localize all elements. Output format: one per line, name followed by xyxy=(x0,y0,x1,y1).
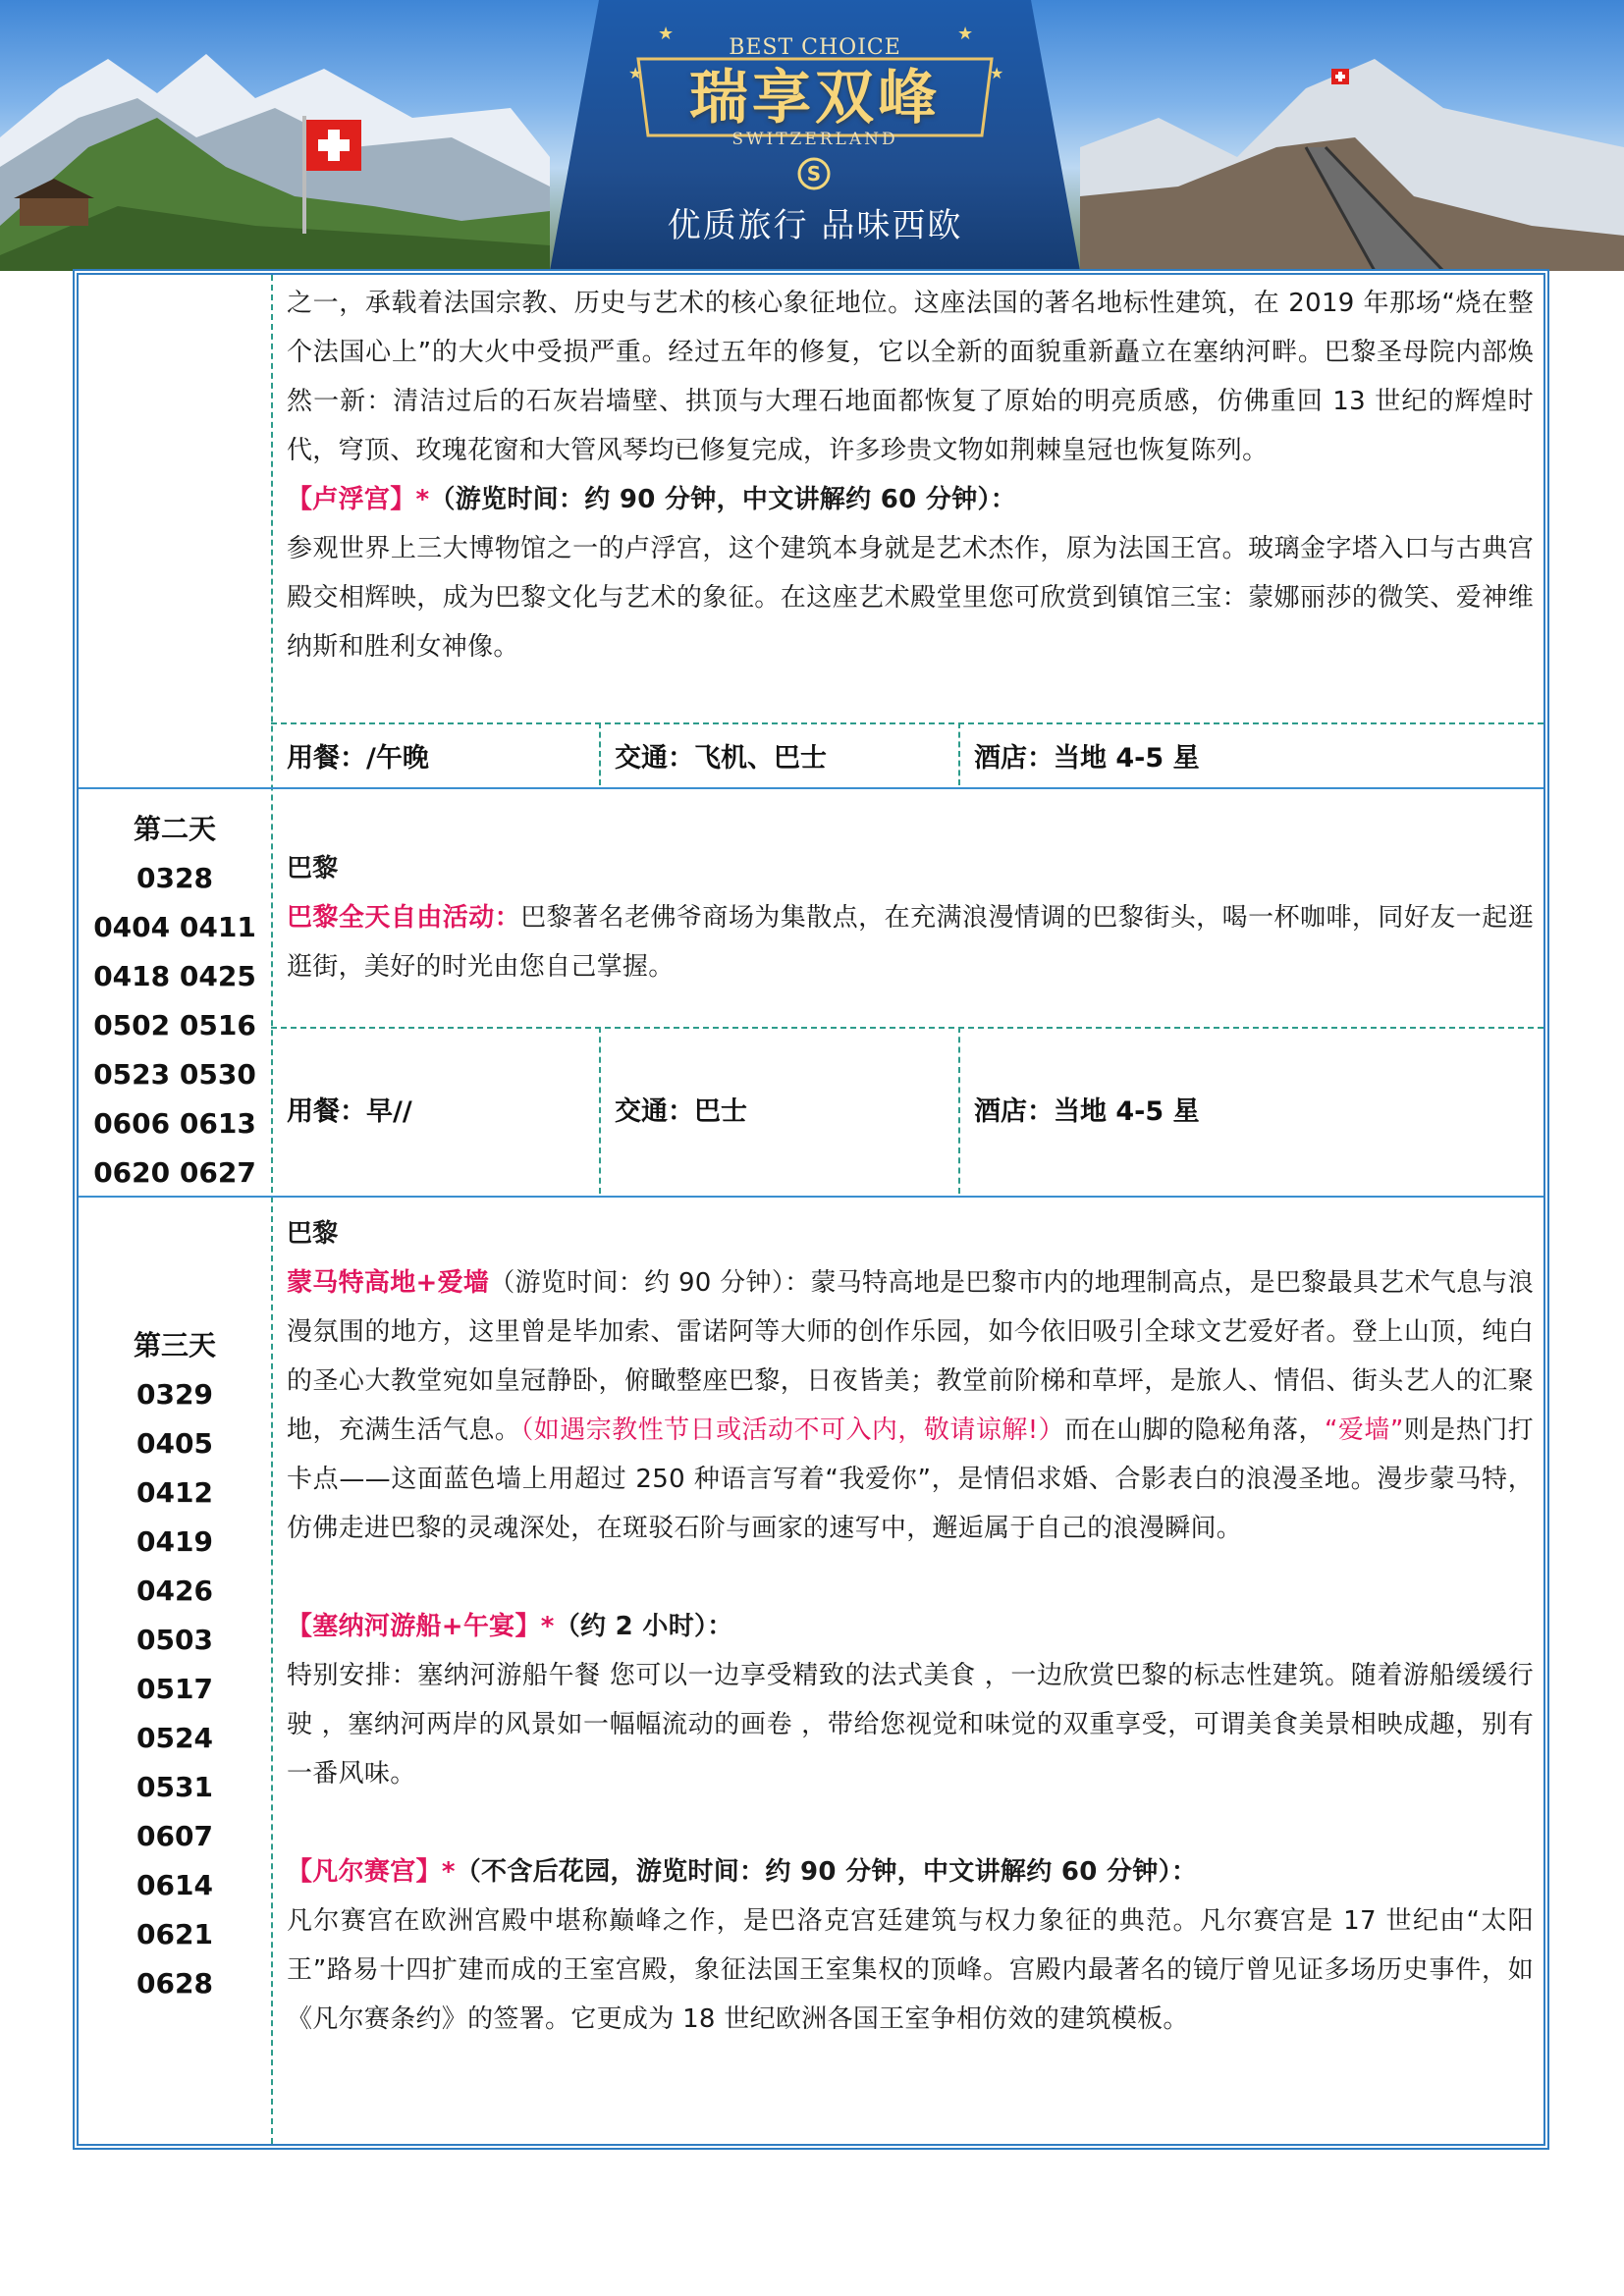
day2-date: 0523 0530 xyxy=(93,1058,256,1091)
day2-date: 0606 0613 xyxy=(93,1107,256,1140)
versailles-heading xyxy=(287,1847,1534,1896)
day2-date-column xyxy=(79,805,271,1198)
day2-date: 0502 0516 xyxy=(93,1009,256,1041)
versailles-time: （不含后花园，游览时间：约 90 分钟，中文讲解约 60 分钟）： xyxy=(455,1857,1198,1887)
day1-meal: 用餐：/午晚 xyxy=(287,743,429,774)
montmartre-note: （如遇宗教性节日或活动不可入内，敬请谅解!） xyxy=(520,1415,1065,1445)
info-divider xyxy=(599,1027,601,1194)
day3-date: 0628 xyxy=(136,1967,213,2000)
day2-content xyxy=(287,844,1534,991)
info-divider xyxy=(958,1027,960,1194)
day2-hotel: 酒店：当地 4-5 星 xyxy=(974,1096,1200,1127)
best-choice-label: BEST CHOICE xyxy=(729,35,901,60)
seine-time: （约 2 小时）： xyxy=(554,1612,733,1641)
seine-heading xyxy=(287,1602,1534,1651)
montmartre-text: （游览时间：约 90 分钟）：蒙马特高地是巴黎市内的地理制高点，是巴黎最具艺术气息与浪漫氛围的地方，这里曾是毕加索、雷诺阿等大师的创作乐园，如今依旧吸引全球文艺爱好者。登上山顶，纯白的圣心大教堂宛如皇冠静卧，俯瞰整座巴黎，日夜皆美；教堂前阶梯和草坪，是旅人、情侣、街头艺人的汇聚地，充满生活气息。 xyxy=(287,1268,1535,1445)
info-divider xyxy=(958,722,960,785)
day3-date: 0524 xyxy=(136,1722,213,1754)
day1-transport: 交通：飞机、巴士 xyxy=(615,743,827,774)
day2-date: 0620 0627 xyxy=(93,1156,256,1189)
louvre-time: （游览时间：约 90 分钟，中文讲解约 60 分钟）： xyxy=(429,485,1017,514)
seine-star: * xyxy=(540,1612,555,1641)
row-divider xyxy=(79,1196,1543,1198)
versailles-paragraph: 凡尔赛宫在欧洲宫殿中堪称巅峰之作，是巴洛克宫廷建筑与权力象征的典范。凡尔赛宫是 17 世纪由“太阳王”路易十四扩建而成的王室宫殿，象征法国王室集权的顶峰。宫殿内最著名的镜厅曾见证多场历史事件，如《凡尔赛条约》的签署。它更成为 18 世纪欧洲各国王室争相仿效的建筑模板。 xyxy=(287,1906,1534,2034)
montmartre-paragraph xyxy=(287,1258,1534,1553)
montmartre-title: 蒙马特高地+爱墙 xyxy=(287,1268,490,1298)
svg-text:★: ★ xyxy=(658,24,675,44)
day3-label: 第三天 xyxy=(133,1329,216,1362)
day3-date: 0329 xyxy=(136,1378,213,1411)
day2-label: 第二天 xyxy=(133,813,216,845)
montmartre-text: 而在山脚的隐秘角落， xyxy=(1064,1415,1325,1445)
header-banner xyxy=(0,0,1624,271)
day2-date: 0418 0425 xyxy=(93,960,256,992)
swiss-flag-icon xyxy=(306,120,361,171)
svg-text:★: ★ xyxy=(628,64,643,82)
flag-pole xyxy=(302,116,306,234)
day3-date: 0419 xyxy=(136,1525,213,1558)
notre-dame-paragraph: 之一，承载着法国宗教、历史与艺术的核心象征地位。这座法国的著名地标性建筑，在 2019 年那场“烧在整个法国心上”的大火中受损严重。经过五年的修复，它以全新的面貌重新矗立在塞纳河畔。巴黎圣母院内部焕然一新：清洁过后的石灰岩墙壁、拱顶与大理石地面都恢复了原始的明亮质感，仿佛重回 13 世纪的辉煌时代，穹顶、玫瑰花窗和大管风琴均已修复完成，许多珍贵文物如荆棘皇冠也恢复陈列。 xyxy=(287,289,1534,465)
day2-free-paragraph xyxy=(287,893,1534,991)
svg-text:★: ★ xyxy=(990,64,1004,82)
info-divider xyxy=(599,722,601,785)
day3-date: 0614 xyxy=(136,1869,213,1901)
day3-date: 0517 xyxy=(136,1673,213,1705)
free-activity-text: 巴黎著名老佛爷商场为集散点，在充满浪漫情调的巴黎街头，喝一杯咖啡，同好友一起逛逛街，美好的时光由您自己掌握。 xyxy=(287,903,1534,982)
louvre-heading xyxy=(287,475,1534,524)
day3-date: 0405 xyxy=(136,1427,213,1460)
louvre-star: * xyxy=(415,485,430,514)
love-wall-highlight: “爱墙” xyxy=(1324,1415,1404,1445)
day3-date: 0426 xyxy=(136,1575,213,1607)
day3-content xyxy=(287,1209,1534,2044)
day3-date: 0607 xyxy=(136,1820,213,1852)
free-activity-title: 巴黎全天自由活动： xyxy=(287,903,521,933)
row-divider xyxy=(271,1027,1543,1029)
day3-date: 0621 xyxy=(136,1918,213,1950)
row-divider xyxy=(79,787,1543,789)
seine-title: 【塞纳河游船+午宴】 xyxy=(287,1612,541,1641)
seine-paragraph: 特别安排：塞纳河游船午餐 您可以一边享受精致的法式美食 ，一边欣赏巴黎的标志性建筑。随着游船缓缓行驶 ，塞纳河两岸的风景如一幅幅流动的画卷 ，带给您视觉和味觉的双重享受，可谓美食美景相映成趣，别有一番风味。 xyxy=(287,1661,1534,1789)
itinerary-table xyxy=(73,269,1549,2150)
svg-text:★: ★ xyxy=(957,24,974,44)
swiss-flag-small-icon xyxy=(1331,69,1349,84)
day2-date: 0404 0411 xyxy=(93,911,256,943)
day1-hotel: 酒店：当地 4-5 星 xyxy=(974,743,1200,774)
day1-content xyxy=(287,279,1534,671)
banner-title-block xyxy=(550,0,1080,271)
versailles-star: * xyxy=(441,1857,456,1887)
country-label: SWITZERLAND xyxy=(731,130,898,149)
svg-text:S: S xyxy=(806,162,822,186)
day2-date: 0328 xyxy=(136,862,213,894)
row-divider xyxy=(271,722,1543,724)
day2-meal: 用餐：早// xyxy=(287,1096,412,1127)
day2-transport: 交通：巴士 xyxy=(615,1096,747,1127)
page-title: 瑞享双峰 xyxy=(689,64,941,133)
day3-date: 0503 xyxy=(136,1624,213,1656)
montmartre-text: 则是热门打卡点——这面蓝色墙上用超过 250 种语言写着“我爱你”，是情侣求婚、合影表白的浪漫圣地。漫步蒙马特，仿佛走进巴黎的灵魂深处，在斑驳石阶与画家的速写中，邂逅属于自己的浪漫瞬间。 xyxy=(287,1415,1534,1543)
column-divider xyxy=(271,275,273,2144)
day3-date: 0412 xyxy=(136,1476,213,1509)
day3-date: 0531 xyxy=(136,1771,213,1803)
day2-city: 巴黎 xyxy=(287,854,339,883)
s-circle-logo-icon xyxy=(797,157,831,190)
day3-city: 巴黎 xyxy=(287,1219,339,1249)
louvre-paragraph: 参观世界上三大博物馆之一的卢浮宫，这个建筑本身就是艺术杰作，原为法国王宫。玻璃金字塔入口与古典宫殿交相辉映，成为巴黎文化与艺术的象征。在这座艺术殿堂里您可欣赏到镇馆三宝：蒙娜丽莎的微笑、爱神维纳斯和胜利女神像。 xyxy=(287,534,1534,662)
spacer xyxy=(287,1798,1534,1847)
versailles-title: 【凡尔赛宫】 xyxy=(287,1857,442,1887)
slogan: 优质旅行 品味西欧 xyxy=(667,206,963,245)
spacer xyxy=(287,1553,1534,1602)
louvre-title: 【卢浮宫】 xyxy=(287,485,416,514)
day3-date-column xyxy=(79,1321,271,2008)
